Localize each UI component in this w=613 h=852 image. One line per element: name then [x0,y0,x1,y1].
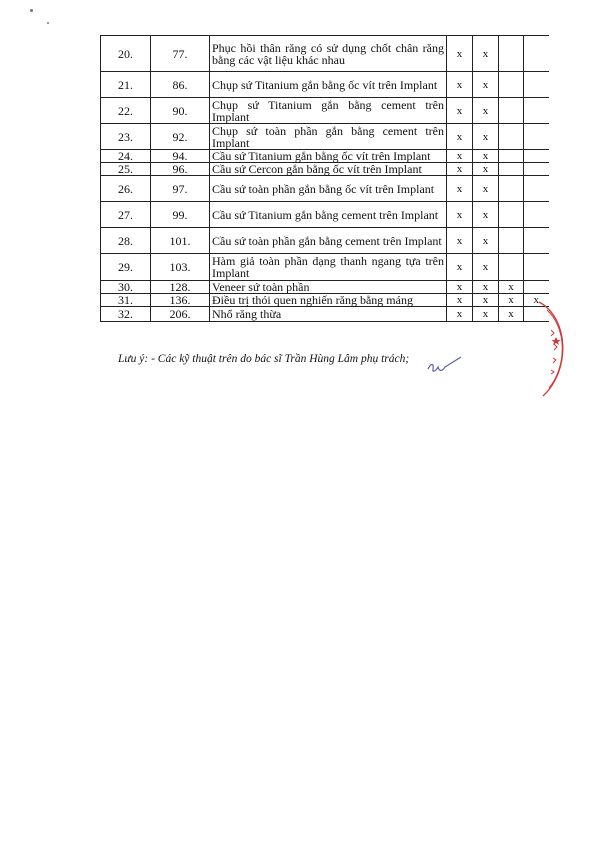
row-number-cell: 27. [101,202,151,228]
mark-cell [524,36,549,72]
mark-cell: x [524,294,549,307]
mark-cell: x [473,163,499,176]
table-row [101,72,549,98]
procedure-code-cell: 136. [151,294,210,307]
procedure-code-cell: 90. [151,98,210,124]
mark-cell: x [473,72,499,98]
procedure-name-cell: Cầu sứ Cercon gắn bằng ốc vít trên Implant [210,163,447,176]
procedure-name-cell: Nhổ răng thừa [210,307,447,322]
mark-cell: x [447,36,473,72]
table-row [101,202,549,228]
red-stamp-seal [529,300,569,400]
procedure-code-cell: 99. [151,202,210,228]
table-row [101,307,549,322]
procedure-code-cell: 128. [151,281,210,294]
row-number-cell: 29. [101,254,151,281]
table-row [101,36,549,72]
mark-cell: x [499,281,524,294]
row-number-cell: 25. [101,163,151,176]
procedure-name-cell: Chụp sứ Titanium gắn bằng ốc vít trên Implant [210,72,447,98]
mark-cell: x [447,124,473,150]
table-row [101,150,549,163]
procedure-name-cell: Cầu sứ toàn phần gắn bằng cement trên Implant [210,228,447,254]
mark-cell: x [447,202,473,228]
table-row [101,98,549,124]
mark-cell [524,72,549,98]
procedure-code-cell: 206. [151,307,210,322]
procedure-name-cell: Cầu sứ Titanium gắn bằng cement trên Implant [210,202,447,228]
mark-cell: x [473,281,499,294]
mark-cell: x [447,163,473,176]
signature-mark [425,355,465,377]
procedure-code-cell: 94. [151,150,210,163]
procedure-name-cell: Phục hồi thân răng có sử dụng chốt chân răng bằng các vật liệu khác nhau [210,36,447,72]
mark-cell: x [473,98,499,124]
procedure-code-cell: 92. [151,124,210,150]
mark-cell [499,202,524,228]
mark-cell: x [473,176,499,202]
procedure-name-cell: Veneer sứ toàn phần [210,281,447,294]
procedure-name-cell: Điều trị thói quen nghiến răng bằng máng [210,294,447,307]
row-number-cell: 23. [101,124,151,150]
table-row [101,124,549,150]
mark-cell: x [447,176,473,202]
mark-cell [499,176,524,202]
row-number-cell: 26. [101,176,151,202]
procedure-table [100,35,549,322]
mark-cell: x [447,228,473,254]
mark-cell: x [447,294,473,307]
mark-cell [524,254,549,281]
mark-cell: x [447,254,473,281]
row-number-cell: 24. [101,150,151,163]
procedure-code-cell: 97. [151,176,210,202]
mark-cell [524,150,549,163]
mark-cell [499,228,524,254]
mark-cell [499,150,524,163]
note-text: Lưu ý: - Các kỹ thuật trên do bác sĩ Trần Hùng Lâm phụ trách; [118,353,410,365]
mark-cell: x [499,307,524,322]
mark-cell: x [447,150,473,163]
procedure-name-cell: Cầu sứ toàn phần gắn bằng ốc vít trên Implant [210,176,447,202]
table-row [101,163,549,176]
row-number-cell: 28. [101,228,151,254]
table-row [101,294,549,307]
mark-cell: x [447,281,473,294]
procedure-name-cell: Chụp sứ Titanium gắn bằng cement trên Implant [210,98,447,124]
mark-cell: x [447,98,473,124]
table-body [101,36,549,322]
procedure-name-cell: Chụp sứ toàn phần gắn bằng cement trên Implant [210,124,447,150]
table-row [101,176,549,202]
mark-cell: x [473,228,499,254]
table-row [101,281,549,294]
mark-cell [524,98,549,124]
procedure-code-cell: 101. [151,228,210,254]
row-number-cell: 20. [101,36,151,72]
mark-cell: x [473,36,499,72]
procedure-code-cell: 103. [151,254,210,281]
mark-cell: x [473,150,499,163]
mark-cell [524,281,549,294]
procedure-code-cell: 86. [151,72,210,98]
mark-cell: x [473,254,499,281]
row-number-cell: 22. [101,98,151,124]
mark-cell: x [473,124,499,150]
row-number-cell: 32. [101,307,151,322]
row-number-cell: 21. [101,72,151,98]
row-number-cell: 30. [101,281,151,294]
procedure-code-cell: 77. [151,36,210,72]
mark-cell [524,163,549,176]
row-number-cell: 31. [101,294,151,307]
scan-speck [30,9,33,12]
mark-cell [499,36,524,72]
procedure-name-cell: Hàm giả toàn phần dạng thanh ngang tựa trên Implant [210,254,447,281]
mark-cell: x [447,307,473,322]
mark-cell: x [499,294,524,307]
mark-cell [499,98,524,124]
scan-speck [47,22,49,24]
mark-cell [524,176,549,202]
procedure-name-cell: Cầu sứ Titanium gắn bằng ốc vít trên Implant [210,150,447,163]
mark-cell [524,202,549,228]
mark-cell: x [473,202,499,228]
procedure-code-cell: 96. [151,163,210,176]
mark-cell [499,72,524,98]
mark-cell [524,124,549,150]
mark-cell [524,228,549,254]
table-row [101,228,549,254]
mark-cell [499,254,524,281]
mark-cell: x [447,72,473,98]
mark-cell: x [473,307,499,322]
mark-cell [499,163,524,176]
table-row [101,254,549,281]
mark-cell: x [473,294,499,307]
mark-cell [499,124,524,150]
